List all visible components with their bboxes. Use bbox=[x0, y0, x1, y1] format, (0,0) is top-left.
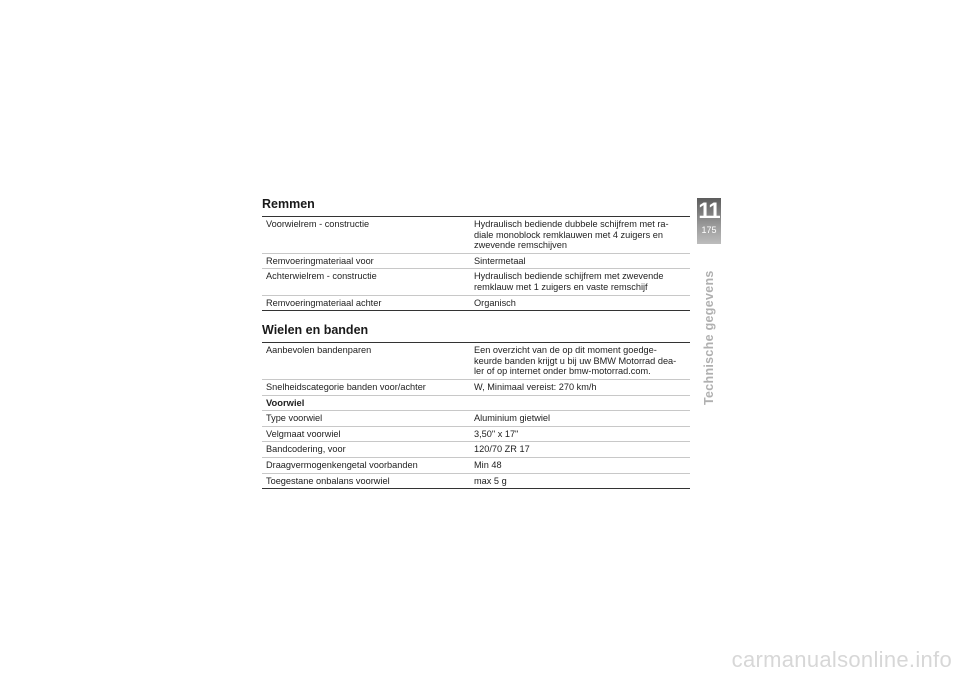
spec-value: 120/70 ZR 17 bbox=[470, 442, 690, 458]
spec-key: Snelheidscategorie banden voor/achter bbox=[262, 379, 470, 395]
spec-key: Remvoeringmateriaal achter bbox=[266, 297, 382, 308]
spec-value: Min 48 bbox=[470, 457, 690, 473]
table-row bbox=[262, 295, 690, 311]
spec-value: Hydraulisch bediende schijfrem met zwevende remklauw met 1 zuigers en vaste remschijf bbox=[470, 269, 690, 295]
table-row bbox=[262, 269, 690, 295]
chapter-tab bbox=[697, 198, 721, 244]
table-row bbox=[262, 253, 690, 269]
table-row bbox=[262, 379, 690, 395]
chapter-number: 11 bbox=[698, 198, 720, 223]
spec-key: Voorwielrem - constructie bbox=[262, 217, 470, 254]
spec-value: Aluminium gietwiel bbox=[470, 411, 690, 427]
spec-value: Sintermetaal bbox=[470, 253, 690, 269]
spec-key: Toegestane onbalans voorwiel bbox=[266, 475, 390, 486]
subheading-voorwiel: Voorwiel bbox=[262, 395, 690, 411]
spec-value: max 5 g bbox=[474, 475, 507, 486]
spec-table-remmen bbox=[262, 216, 690, 311]
spec-table-wielen bbox=[262, 342, 690, 489]
table-row bbox=[262, 411, 690, 427]
spec-key: Aanbevolen bandenparen bbox=[262, 343, 470, 380]
table-row bbox=[262, 457, 690, 473]
spec-key: Velgmaat voorwiel bbox=[262, 426, 470, 442]
spec-value: Organisch bbox=[474, 297, 516, 308]
watermark: carmanualsonline.info bbox=[731, 647, 952, 672]
content bbox=[262, 196, 690, 489]
spec-key: Bandcodering, voor bbox=[262, 442, 470, 458]
section-title-remmen: Remmen bbox=[262, 197, 315, 211]
section-title-wielen-en-banden: Wielen en banden bbox=[262, 323, 369, 338]
spec-value: 3,50" x 17" bbox=[470, 426, 690, 442]
table-row bbox=[262, 442, 690, 458]
table-row bbox=[262, 217, 690, 254]
spec-value: Een overzicht van de op dit moment goedge- keurde banden krijgt u bij uw BMW Motorrad dea- ler of op internet onder bmw-motorrad.com. bbox=[470, 343, 690, 380]
spec-value: W, Minimaal vereist: 270 km/h bbox=[470, 379, 690, 395]
spec-key: Remvoeringmateriaal voor bbox=[262, 253, 470, 269]
table-row bbox=[262, 473, 690, 489]
side-chapter-title: Technische gegevens bbox=[702, 270, 716, 405]
page-number: 175 bbox=[701, 225, 717, 235]
spec-key: Type voorwiel bbox=[262, 411, 470, 427]
spec-key: Draagvermogenkengetal voorbanden bbox=[262, 457, 470, 473]
spec-value: Hydraulisch bediende dubbele schijfrem met ra- diale monoblock remklauwen met 4 zuigers en zwevende remschijven bbox=[470, 217, 690, 254]
table-row bbox=[262, 426, 690, 442]
spec-key: Achterwielrem - constructie bbox=[262, 269, 470, 295]
table-row bbox=[262, 343, 690, 380]
table-subheading-row bbox=[262, 395, 690, 411]
